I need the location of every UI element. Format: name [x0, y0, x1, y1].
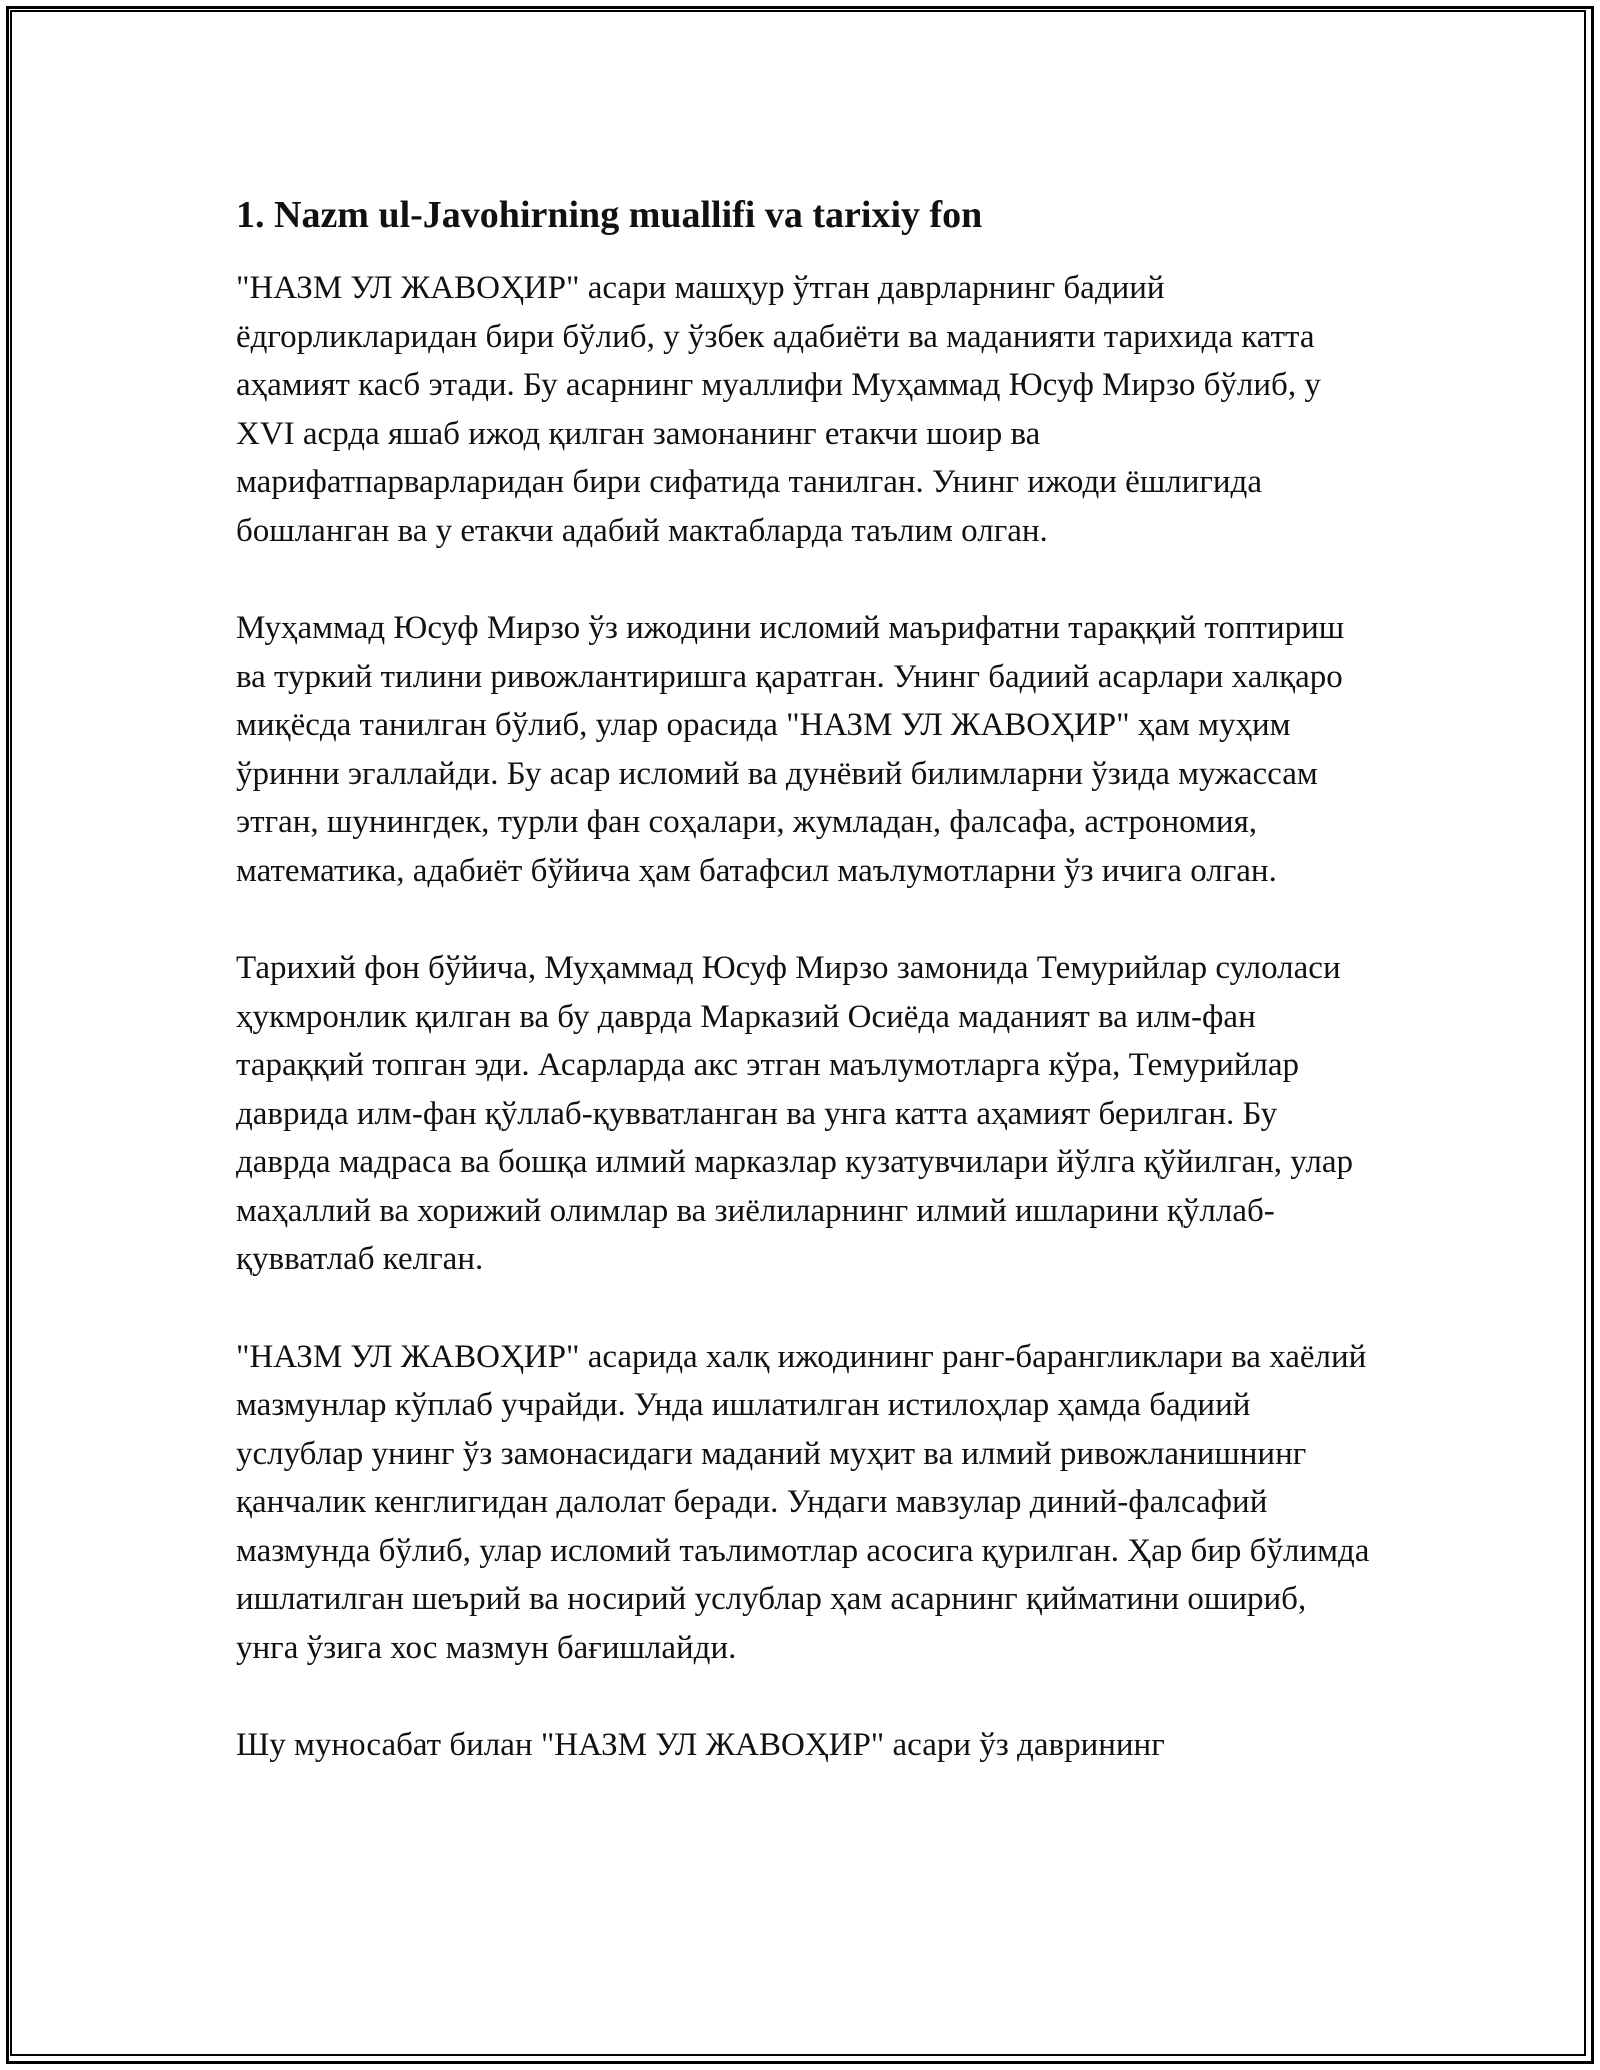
paragraph-3: Тарихий фон бўйича, Муҳаммад Юсуф Мирзо замонида Темурийлар сулоласи ҳукмронлик қилган ва бу даврда Марказий Осиёда маданият ва илм-фан тараққий топган эди. Асарларда акс этган маълумотларга кўра, Темурийлар даврида илм-фан қўллаб-қувватланган ва унга катта аҳамият берилган. Бу даврда мадраса ва бошқа илмий марказлар кузатувчилари йўлга қўйилган, улар маҳаллий ва хорижий олимлар ва зиёлиларнинг илмий ишларини қўллаб-қувватлаб келган. [236, 950, 1353, 1277]
paragraph-2: Муҳаммад Юсуф Мирзо ўз ижодини исломий маърифатни тараққий топтириш ва туркий тилини ривожлантиришга қаратган. Унинг бадиий асарлари халқаро миқёсда танилган бўлиб, улар орасида "НАЗМ УЛ ЖАВОҲИР" ҳам муҳим ўринни эгаллайди. Бу асар исломий ва дунёвий билимларни ўзида мужассам этган, шунингдек, турли фан соҳалари, жумладан, фалсафа, астрономия, математика, адабиёт бўйича ҳам батафсил маълумотларни ўз ичига олган. [236, 610, 1345, 889]
paragraph-4: "НАЗМ УЛ ЖАВОҲИР" асарида халқ ижодининг ранг-барангликлари ва хаёлий мазмунлар кўплаб учрайди. Унда ишлатилган истилоҳлар ҳамда бадиий услублар унинг ўз замонасидаги маданий муҳит ва илмий ривожланишнинг қанчалик кенглигидан далолат беради. Ундаги мавзулар диний-фалсафий мазмунда бўлиб, улар исломий таълимотлар асосига қурилган. Ҳар бир бўлимда ишлатилган шеърий ва носирий услублар ҳам асарнинг қийматини ошириб, унга ўзига хос мазмун бағишлайди. [236, 1338, 1370, 1666]
section-heading: 1. Nazm ul-Javohirning muallifi va tarixiy fon [236, 194, 983, 236]
paragraph-5: Шу муносабат билан "НАЗМ УЛ ЖАВОҲИР" асари ўз даврининг [236, 1727, 1165, 1763]
paragraph-1: "НАЗМ УЛ ЖАВОҲИР" асари машҳур ўтган даврларнинг бадиий ёдгорликларидан бири бўлиб, у ўзбек адабиёти ва маданияти тарихида катта аҳамият касб этади. Бу асарнинг муаллифи Муҳаммад Юсуф Мирзо бўлиб, у XVI асрда яшаб ижод қилган замонанинг етакчи шоир ва марифатпарварларидан бири сифатида танилган. Унинг ижоди ёшлигида бошланган ва у етакчи адабий мактабларда таълим олган. [236, 270, 1321, 549]
document-body [236, 190, 1376, 1819]
